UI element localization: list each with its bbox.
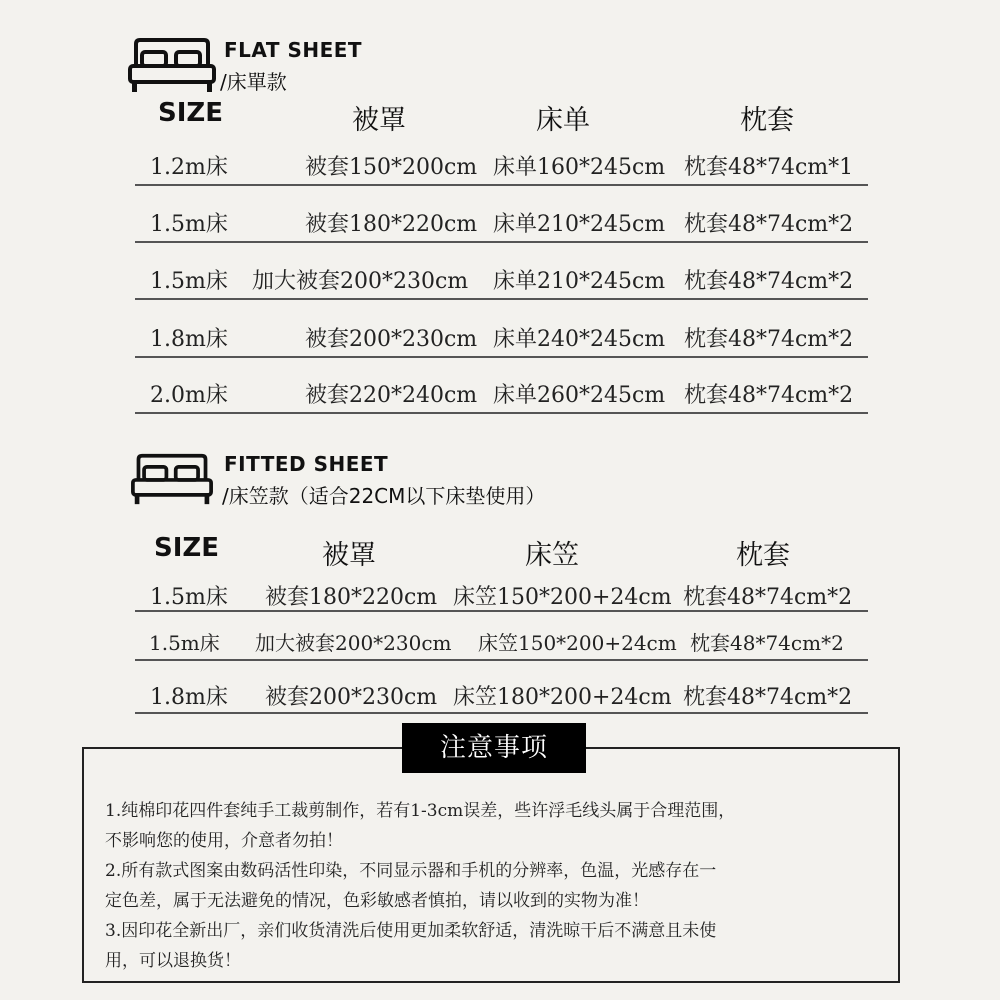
size-cell: 1.8m床 [150, 327, 228, 352]
fitted-header-fitted: 床笠 [525, 540, 579, 571]
notice-line: 2.所有款式图案由数码活性印染，不同显示器和手机的分辨率，色温，光感存在一 [105, 861, 717, 881]
fitted-header-pillow: 枕套 [736, 540, 790, 571]
duvet-cell: 被套200*230cm [305, 327, 478, 352]
duvet-cell: 被套180*220cm [265, 585, 438, 610]
notice-line: 定色差，属于无法避免的情况，色彩敏感者慎拍，请以收到的实物为准！ [105, 891, 649, 911]
flat-sheet-title: FLAT SHEET [224, 38, 363, 62]
table-row [135, 378, 868, 414]
fitted-cell: 床笠150*200+24cm [453, 585, 672, 610]
size-cell: 1.5m床 [150, 585, 228, 610]
size-cell: 2.0m床 [150, 383, 228, 408]
table-row [135, 627, 868, 661]
duvet-cell: 被套200*230cm [265, 685, 438, 710]
flat-sheet-header [128, 36, 368, 96]
notice-title: 注意事项 [402, 723, 586, 773]
fitted-cell: 床笠150*200+24cm [478, 631, 677, 655]
row-divider [135, 659, 868, 661]
fitted-sheet-header [128, 452, 608, 512]
row-divider [135, 241, 868, 243]
flat-header-sheet: 床单 [536, 105, 590, 136]
row-divider [135, 184, 868, 186]
pillow-cell: 枕套48*74cm*2 [690, 631, 844, 655]
duvet-cell: 被套220*240cm [305, 383, 478, 408]
row-divider [135, 412, 868, 414]
bed-icon [128, 452, 216, 506]
row-divider [135, 356, 868, 358]
sheet-cell: 床单210*245cm [493, 269, 666, 294]
flat-sheet-subtitle: /床單款 [220, 70, 287, 94]
sheet-cell: 床单240*245cm [493, 327, 666, 352]
pillow-cell: 枕套48*74cm*2 [683, 685, 853, 710]
duvet-cell: 加大被套200*230cm [252, 269, 469, 294]
table-row [135, 680, 868, 714]
fitted-header-size: SIZE [154, 533, 220, 563]
sheet-cell: 床单160*245cm [493, 155, 666, 180]
notice-line: 1.纯棉印花四件套纯手工裁剪制作，若有1-3cm误差，些许浮毛线头属于合理范围， [105, 801, 736, 821]
table-row [135, 580, 868, 612]
table-row [135, 150, 868, 186]
size-cell: 1.2m床 [150, 155, 228, 180]
duvet-cell: 被套180*220cm [305, 212, 478, 237]
bed-icon [128, 36, 216, 94]
flat-header-pillow: 枕套 [740, 105, 794, 136]
size-cell: 1.8m床 [150, 685, 228, 710]
pillow-cell: 枕套48*74cm*2 [684, 269, 854, 294]
notice-line: 用，可以退换货！ [105, 951, 241, 971]
flat-header-duvet: 被罩 [352, 105, 406, 136]
fitted-sheet-subtitle: /床笠款（适合22CM以下床垫使用） [222, 484, 546, 508]
sheet-cell: 床单210*245cm [493, 212, 666, 237]
row-divider [135, 298, 868, 300]
fitted-header-duvet: 被罩 [322, 540, 376, 571]
duvet-cell: 被套150*200cm [305, 155, 478, 180]
row-divider [135, 610, 868, 612]
pillow-cell: 枕套48*74cm*1 [684, 155, 854, 180]
size-cell: 1.5m床 [149, 631, 220, 655]
table-row [135, 207, 868, 243]
size-cell: 1.5m床 [150, 269, 228, 294]
duvet-cell: 加大被套200*230cm [255, 631, 452, 655]
sheet-cell: 床单260*245cm [493, 383, 666, 408]
size-cell: 1.5m床 [150, 212, 228, 237]
pillow-cell: 枕套48*74cm*2 [684, 212, 854, 237]
row-divider [135, 712, 868, 714]
pillow-cell: 枕套48*74cm*2 [684, 383, 854, 408]
fitted-cell: 床笠180*200+24cm [453, 685, 672, 710]
table-row [135, 264, 868, 300]
table-row [135, 322, 868, 358]
pillow-cell: 枕套48*74cm*2 [684, 327, 854, 352]
notice-line: 不影响您的使用，介意者勿拍！ [105, 831, 343, 851]
fitted-sheet-title: FITTED SHEET [224, 452, 389, 476]
notice-line: 3.因印花全新出厂，亲们收货清洗后使用更加柔软舒适，清洗晾干后不满意且未使 [105, 921, 717, 941]
pillow-cell: 枕套48*74cm*2 [683, 585, 853, 610]
flat-header-size: SIZE [158, 98, 224, 128]
